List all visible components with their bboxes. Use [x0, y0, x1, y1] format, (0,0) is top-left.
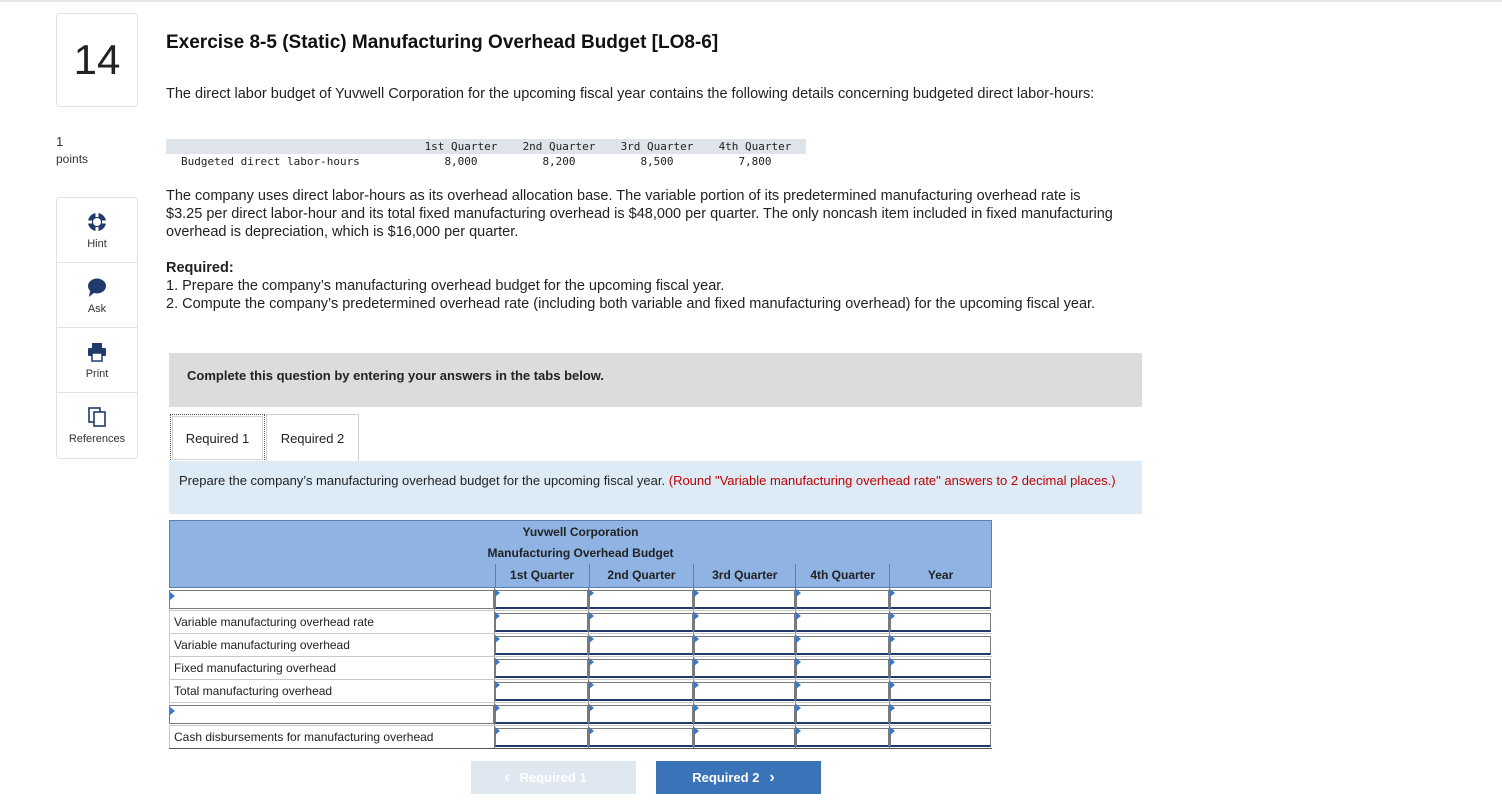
tab-required-1[interactable]: Required 1	[170, 414, 265, 462]
intro-text: The direct labor budget of Yuvwell Corporation for the upcoming fiscal year contains the following details concerning budgeted direct labor-hours:	[166, 86, 1095, 102]
points-value: 1	[56, 134, 64, 149]
amount-input-q3[interactable]	[694, 659, 795, 678]
input-marker-icon	[890, 658, 895, 666]
cell-q3	[693, 703, 795, 725]
row-label: Cash disbursements for manufacturing overhead	[169, 726, 494, 748]
tools-panel	[56, 197, 138, 459]
cell-q2	[588, 726, 693, 748]
input-marker-icon	[796, 704, 801, 712]
col-header-q2: 2nd Quarter	[589, 564, 694, 587]
cell-q4	[795, 634, 889, 656]
next-required-button[interactable]	[656, 761, 821, 794]
cell-q3	[693, 680, 795, 702]
input-marker-icon	[796, 612, 801, 620]
points-label: points	[56, 152, 89, 166]
overhead-budget-table	[169, 520, 992, 749]
col-header-year: Year	[889, 564, 991, 587]
input-marker-icon	[495, 658, 500, 666]
input-marker-icon	[890, 681, 895, 689]
next-button-label: Required 2	[692, 770, 760, 785]
input-marker-icon	[589, 589, 594, 597]
input-marker-icon	[495, 727, 500, 735]
cell-q3	[693, 611, 795, 633]
chevron-left-icon: ‹	[504, 768, 510, 786]
amount-input-year[interactable]	[890, 728, 991, 747]
cell-q1	[494, 588, 588, 610]
amount-input-q3[interactable]	[694, 705, 795, 724]
chevron-right-icon: ›	[769, 768, 775, 786]
input-marker-icon	[796, 727, 801, 735]
amount-input-q1[interactable]	[495, 659, 588, 678]
input-marker-icon	[589, 704, 594, 712]
input-marker-icon	[589, 658, 594, 666]
amount-input-q1[interactable]	[495, 590, 588, 609]
amount-input-q3[interactable]	[694, 636, 795, 655]
budget-row	[169, 657, 992, 680]
row-label: Variable manufacturing overhead	[169, 634, 494, 656]
cell-year	[889, 680, 991, 702]
amount-input-q4[interactable]	[796, 728, 889, 747]
labor-value-q3: 8,500	[640, 155, 674, 168]
cell-q2	[588, 611, 693, 633]
amount-input-year[interactable]	[890, 590, 991, 609]
amount-input-q1[interactable]	[495, 705, 588, 724]
amount-input-q2[interactable]	[589, 636, 693, 655]
row-label: Total manufacturing overhead	[169, 680, 494, 702]
amount-input-q2[interactable]	[589, 613, 693, 632]
input-marker-icon	[890, 589, 895, 597]
instruction-text: Prepare the company’s manufacturing overhead budget for the upcoming fiscal year.	[179, 473, 666, 488]
cell-q2	[588, 680, 693, 702]
labor-value-q1: 8,000	[444, 155, 478, 168]
required-item-1: 1. Prepare the company’s manufacturing overhead budget for the upcoming fiscal year.	[166, 278, 725, 294]
input-marker-icon	[694, 727, 699, 735]
amount-input-q1[interactable]	[495, 682, 588, 701]
amount-input-q3[interactable]	[694, 613, 795, 632]
input-marker-icon	[796, 658, 801, 666]
input-marker-icon	[589, 612, 594, 620]
amount-input-q4[interactable]	[796, 659, 889, 678]
tab-instruction	[169, 461, 1142, 514]
cell-q4	[795, 726, 889, 748]
input-marker-icon	[589, 727, 594, 735]
input-marker-icon	[694, 681, 699, 689]
references-button[interactable]	[57, 393, 137, 458]
cell-q4	[795, 657, 889, 679]
input-marker-icon	[890, 704, 895, 712]
ask-button[interactable]	[57, 263, 137, 328]
cell-q2	[588, 588, 693, 610]
input-marker-icon	[694, 635, 699, 643]
row-label-dropdown[interactable]	[169, 705, 494, 724]
input-marker-icon	[589, 681, 594, 689]
budget-row	[169, 611, 992, 634]
budget-header-row	[169, 564, 992, 588]
input-marker-icon	[796, 635, 801, 643]
budget-company-name: Yuvwell Corporation	[169, 520, 992, 542]
print-button[interactable]	[57, 328, 137, 393]
cell-q3	[693, 726, 795, 748]
question-number: 14	[56, 13, 138, 107]
col-header-q1: 1st Quarter	[495, 564, 589, 587]
dropdown-marker-icon	[170, 592, 175, 600]
cell-q2	[588, 703, 693, 725]
input-marker-icon	[890, 635, 895, 643]
row-label-dropdown[interactable]	[169, 590, 494, 609]
labor-header-q2: 2nd Quarter	[522, 140, 596, 153]
budget-row	[169, 703, 992, 726]
exercise-title: Exercise 8-5 (Static) Manufacturing Overhead Budget [LO8-6]	[166, 32, 719, 53]
cell-year	[889, 588, 991, 610]
cell-year	[889, 634, 991, 656]
cell-q4	[795, 611, 889, 633]
input-marker-icon	[694, 704, 699, 712]
input-marker-icon	[694, 589, 699, 597]
input-marker-icon	[495, 681, 500, 689]
amount-input-q3[interactable]	[694, 590, 795, 609]
labor-hours-row	[166, 154, 806, 170]
complete-instructions-bar: Complete this question by entering your answers in the tabs below.	[169, 353, 1142, 407]
print-label: Print	[85, 367, 109, 380]
labor-value-q4: 7,800	[738, 155, 772, 168]
references-icon	[86, 406, 108, 428]
input-marker-icon	[495, 589, 500, 597]
dropdown-marker-icon	[170, 707, 175, 715]
cell-q4	[795, 680, 889, 702]
amount-input-q3[interactable]	[694, 728, 795, 747]
references-label: References	[68, 433, 126, 445]
amount-input-year[interactable]	[890, 613, 991, 632]
cell-year	[889, 657, 991, 679]
budget-row	[169, 634, 992, 657]
amount-input-q1[interactable]	[495, 613, 588, 632]
cell-q1	[494, 634, 588, 656]
amount-input-q2[interactable]	[589, 682, 693, 701]
hint-icon	[86, 211, 108, 233]
cell-q2	[588, 634, 693, 656]
cell-q4	[795, 703, 889, 725]
labor-header-q3: 3rd Quarter	[620, 140, 694, 153]
cell-year	[889, 703, 991, 725]
amount-input-q3[interactable]	[694, 682, 795, 701]
budget-rows	[169, 588, 992, 749]
labor-row-label: Budgeted direct labor-hours	[181, 155, 360, 168]
budget-row	[169, 588, 992, 611]
amount-input-year[interactable]	[890, 636, 991, 655]
cell-year	[889, 726, 991, 748]
row-label: Variable manufacturing overhead rate	[169, 611, 494, 633]
col-header-q3: 3rd Quarter	[693, 564, 795, 587]
row-label: Fixed manufacturing overhead	[169, 657, 494, 679]
amount-input-q4[interactable]	[796, 613, 889, 632]
input-marker-icon	[694, 612, 699, 620]
required-heading: Required:	[166, 260, 234, 276]
amount-input-year[interactable]	[890, 659, 991, 678]
input-marker-icon	[589, 635, 594, 643]
cell-q1	[494, 611, 588, 633]
amount-input-q2[interactable]	[589, 728, 693, 747]
col-header-q4: 4th Quarter	[795, 564, 889, 587]
input-marker-icon	[796, 589, 801, 597]
input-marker-icon	[495, 635, 500, 643]
input-marker-icon	[495, 704, 500, 712]
cell-q1	[494, 703, 588, 725]
cell-q2	[588, 657, 693, 679]
rounding-note: (Round "Variable manufacturing overhead rate" answers to 2 decimal places.)	[668, 473, 1116, 488]
budget-row	[169, 680, 992, 703]
labor-value-q2: 8,200	[542, 155, 576, 168]
print-icon	[86, 341, 108, 363]
required-item-2: 2. Compute the company’s predetermined overhead rate (including both variable and fixed manufacturing overhead) for the upcoming fiscal year.	[166, 296, 1096, 312]
hint-button[interactable]	[57, 198, 137, 263]
cell-q1	[494, 680, 588, 702]
amount-input-q4[interactable]	[796, 705, 889, 724]
input-marker-icon	[890, 612, 895, 620]
cell-q4	[795, 588, 889, 610]
labor-header-q1: 1st Quarter	[424, 140, 498, 153]
prev-button-label: Required 1	[519, 770, 587, 785]
budget-row	[169, 726, 992, 749]
amount-input-q2[interactable]	[589, 590, 693, 609]
cell-year	[889, 611, 991, 633]
input-marker-icon	[890, 727, 895, 735]
required-section	[166, 259, 1126, 313]
input-marker-icon	[796, 681, 801, 689]
budget-title: Manufacturing Overhead Budget	[169, 542, 992, 564]
hint-label: Hint	[87, 237, 107, 250]
amount-input-q2[interactable]	[589, 705, 693, 724]
labor-hours-table	[166, 139, 806, 170]
top-divider	[0, 0, 1502, 2]
amount-input-q4[interactable]	[796, 682, 889, 701]
cell-q3	[693, 588, 795, 610]
cell-q1	[494, 726, 588, 748]
cell-q3	[693, 657, 795, 679]
cell-q3	[693, 634, 795, 656]
ask-label: Ask	[87, 302, 107, 315]
amount-input-year[interactable]	[890, 682, 991, 701]
cell-q1	[494, 657, 588, 679]
ask-icon	[86, 276, 108, 298]
amount-input-q4[interactable]	[796, 590, 889, 609]
amount-input-q1[interactable]	[495, 728, 588, 747]
input-marker-icon	[694, 658, 699, 666]
amount-input-q2[interactable]	[589, 659, 693, 678]
details-text: The company uses direct labor-hours as its overhead allocation base. The variable portion of its predetermined manufacturing overhead rate is $3.25 per direct labor-hour and its total fixed manufacturing overhead is $48,000 per quarter. The only noncash item included in fixed manufacturing overhead is depreciation, which is $16,000 per quarter.	[166, 188, 1113, 240]
amount-input-q4[interactable]	[796, 636, 889, 655]
amount-input-year[interactable]	[890, 705, 991, 724]
tab-required-2[interactable]: Required 2	[266, 414, 359, 462]
input-marker-icon	[495, 612, 500, 620]
prev-required-button[interactable]	[471, 761, 636, 794]
labor-hours-header	[166, 139, 806, 154]
labor-header-q4: 4th Quarter	[718, 140, 792, 153]
amount-input-q1[interactable]	[495, 636, 588, 655]
